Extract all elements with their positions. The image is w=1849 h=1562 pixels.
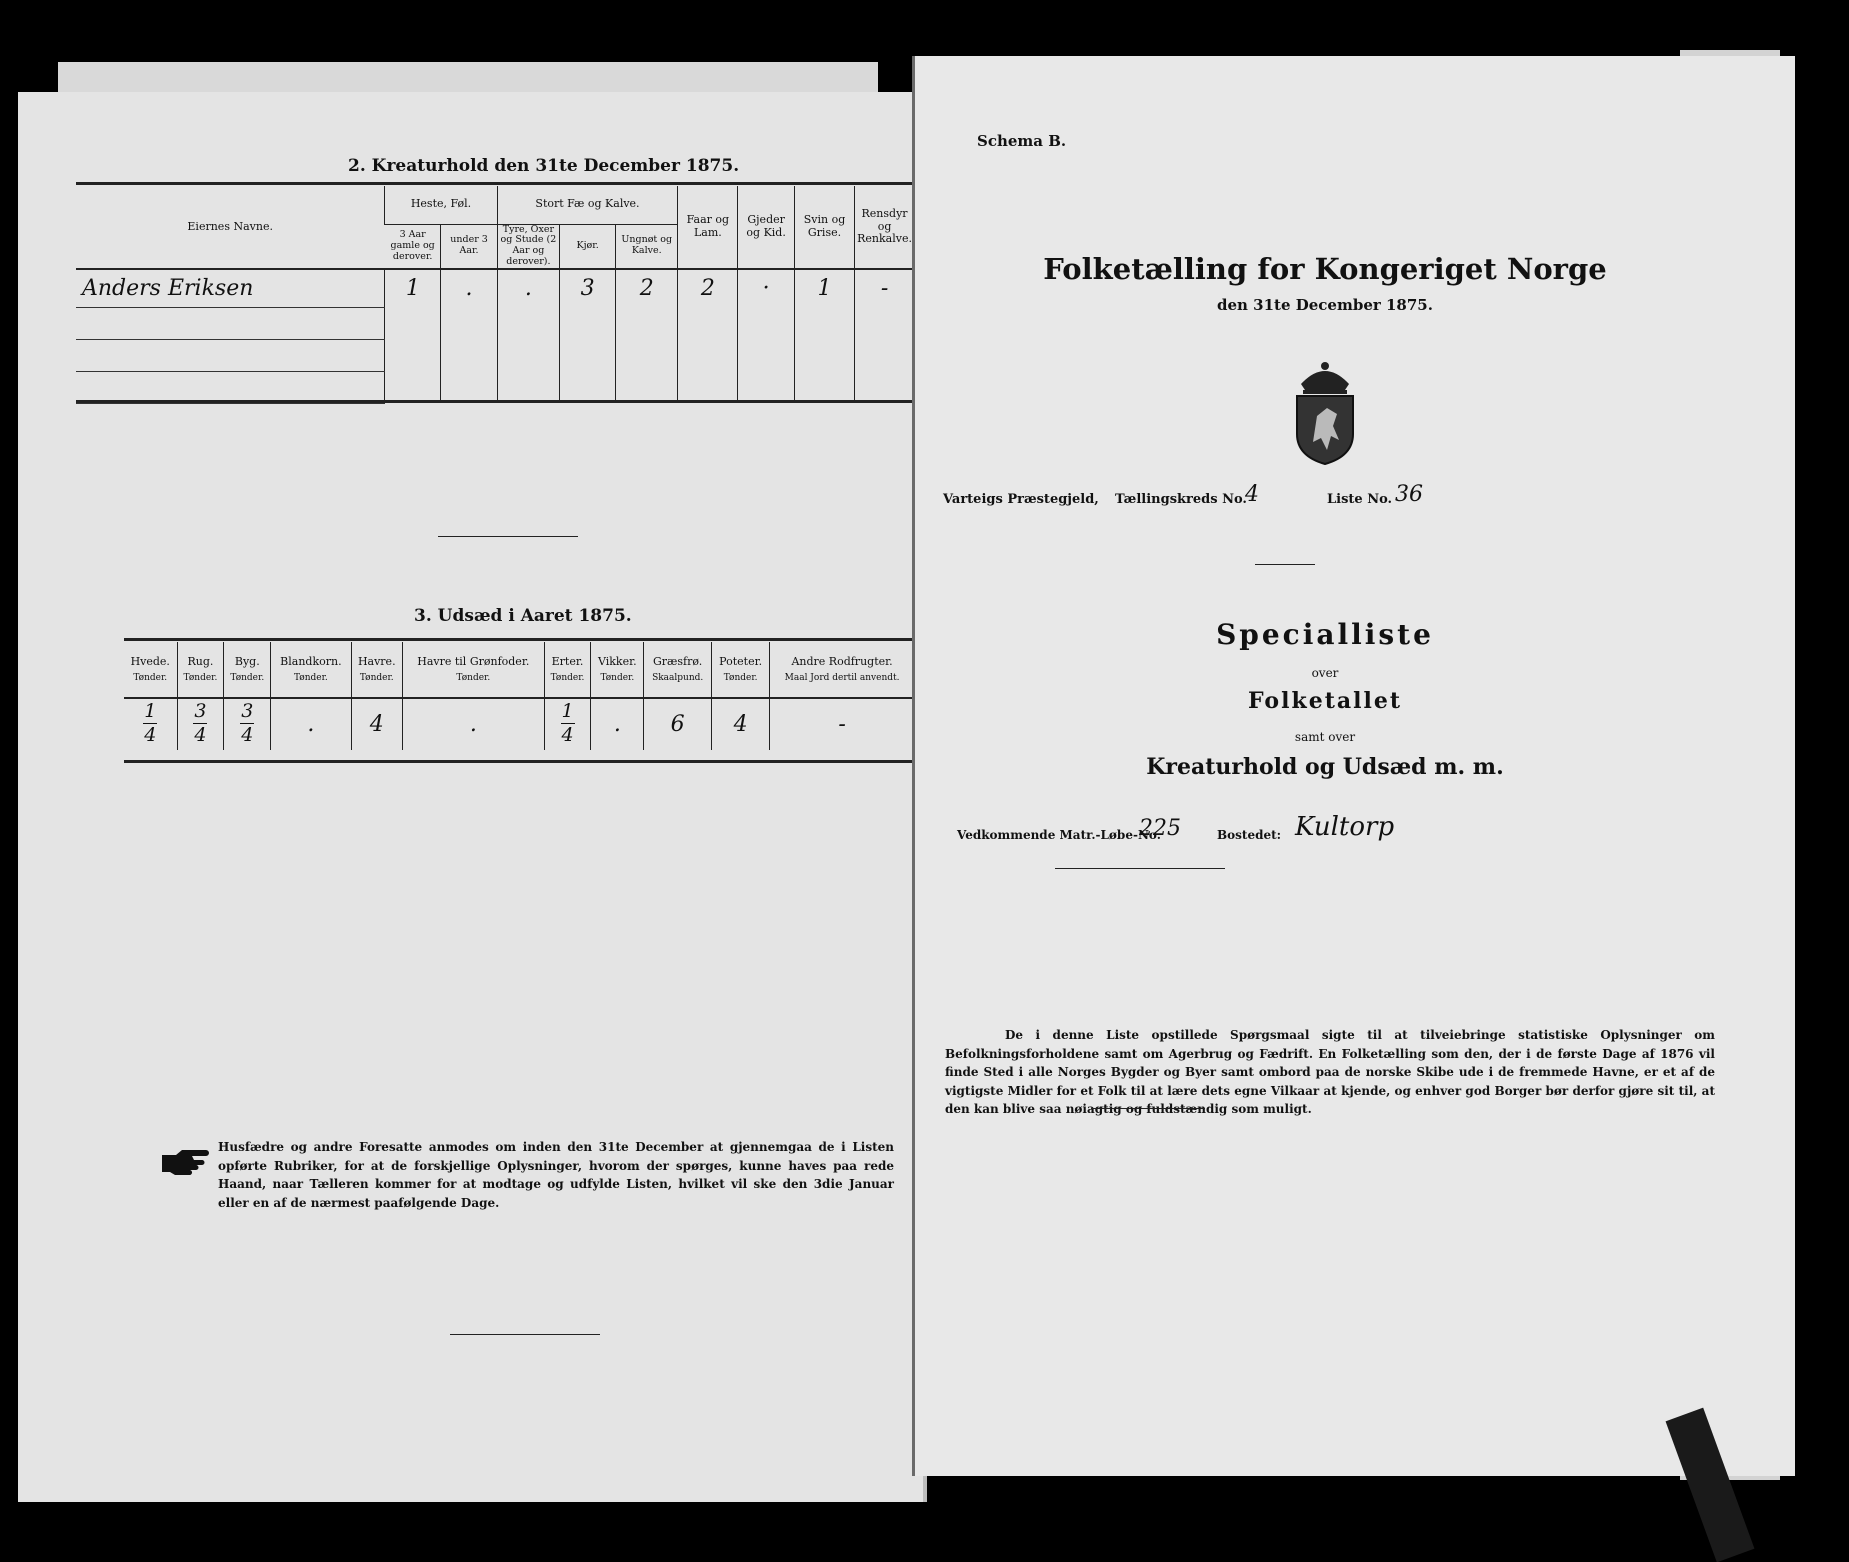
kreaturhold-title: Kreaturhold og Udsæd m. m. bbox=[1146, 754, 1504, 780]
schema-label: Schema B. bbox=[977, 132, 1067, 150]
goats-cell: · bbox=[738, 269, 795, 307]
sowing-header-1 bbox=[177, 642, 224, 698]
sowing-value-10: - bbox=[770, 698, 914, 750]
sowing-value-5: . bbox=[403, 698, 545, 750]
sowing-value-1: $\frac{3}{4}$ bbox=[177, 698, 224, 750]
sowing-header-unit: Tønder. bbox=[600, 672, 635, 683]
owner-cell: Anders Eriksen bbox=[76, 269, 385, 307]
sowing-header-name: Græsfrø. bbox=[653, 655, 703, 668]
matr-label: Vedkommende Matr.-Løbe-No. bbox=[957, 828, 1161, 842]
info-paragraph: De i denne Liste opstillede Spørgsmaal sigte til at tilveiebringe statistiske Oplysninger om Befolkningsforholdene samt om Agerbrug og Fædrift. En Folketælling som den, der i de første Dage af 1876 vil finde Sted i alle Norges Bygder og Byer samt ombord paa de norske Skibe ude i de fremmede Havne, er et af de vigtigste Midler for et Folk til at lære dets egne Vilkaar at kjende, og enhver god Borger bør derfor gjøre sit til, at den kan blive saa nøiagtig og fuldstændig som muligt. bbox=[945, 1028, 1715, 1117]
pigs-cell: 1 bbox=[794, 269, 854, 307]
page-stack-edge bbox=[58, 62, 878, 96]
sowing-header-name: Blandkorn. bbox=[280, 655, 342, 668]
sowing-header-unit: Maal Jord dertil anvendt. bbox=[784, 672, 900, 683]
liste-label: Liste No. bbox=[1327, 492, 1393, 507]
table-bottom-rule bbox=[76, 400, 914, 403]
sowing-header-unit: Tønder. bbox=[133, 672, 168, 683]
owner-header: Eiernes Navne. bbox=[187, 219, 273, 233]
sowing-header-unit: Tønder. bbox=[550, 672, 585, 683]
krets-label: Tællingskreds No. bbox=[1115, 492, 1247, 507]
sowing-header-6 bbox=[544, 642, 591, 698]
pointing-hand-icon bbox=[160, 1147, 212, 1175]
separator-rule bbox=[1055, 868, 1225, 869]
sowing-header-name: Vikker. bbox=[598, 655, 637, 668]
table-row bbox=[76, 307, 914, 339]
sowing-header-7 bbox=[591, 642, 644, 698]
goats-header: Gjeder og Kid. bbox=[738, 186, 795, 269]
cattle-header: Stort Fæ og Kalve. bbox=[497, 186, 678, 224]
reindeer-header: Rensdyr og Renkalve. bbox=[855, 186, 914, 269]
sowing-header-name: Rug. bbox=[187, 655, 214, 668]
sowing-header-unit: Tønder. bbox=[293, 672, 328, 683]
right-page bbox=[912, 56, 1795, 1476]
table-row bbox=[76, 269, 914, 307]
section2-title: 2. Kreaturhold den 31te December 1875. bbox=[348, 156, 740, 176]
matr-value: 225 bbox=[1139, 816, 1181, 841]
sowing-header-unit: Tønder. bbox=[723, 672, 758, 683]
sowing-value-3: . bbox=[271, 698, 351, 750]
sowing-header-9 bbox=[712, 642, 770, 698]
sowing-table bbox=[124, 642, 914, 750]
prestegjeld-label: Varteigs Præstegjeld, bbox=[943, 492, 1099, 507]
sowing-header-unit: Tønder. bbox=[230, 672, 265, 683]
folketallet-title: Folketallet bbox=[1248, 688, 1402, 714]
sowing-header-unit: Tønder. bbox=[456, 672, 491, 683]
sowing-value-2: $\frac{3}{4}$ bbox=[224, 698, 271, 750]
sowing-header-unit: Skaalpund. bbox=[652, 672, 704, 683]
horses-young-header: under 3 Aar. bbox=[441, 224, 497, 269]
separator-rule bbox=[438, 536, 578, 537]
sowing-header-name: Erter. bbox=[551, 655, 584, 668]
horses-old-cell: 1 bbox=[385, 269, 441, 307]
sowing-header-8 bbox=[644, 642, 712, 698]
sowing-header-10 bbox=[770, 642, 914, 698]
bostedet-label: Bostedet: bbox=[1217, 828, 1282, 842]
young-cattle-header: Ungnøt og Kalve. bbox=[616, 224, 678, 269]
sowing-header-name: Havre til Grønfoder. bbox=[417, 655, 530, 668]
oxen-header: Tyre, Oxer og Stude (2 Aar og derover). bbox=[497, 224, 560, 269]
sowing-value-4: 4 bbox=[351, 698, 403, 750]
sowing-value-6: $\frac{1}{4}$ bbox=[544, 698, 591, 750]
sowing-value-8: 6 bbox=[644, 698, 712, 750]
sowing-header-3 bbox=[271, 642, 351, 698]
table-row bbox=[76, 339, 914, 371]
livestock-table bbox=[76, 186, 914, 404]
specialliste-title: Specialliste bbox=[1216, 618, 1434, 651]
pigs-header: Svin og Grise. bbox=[794, 186, 854, 269]
sowing-value-9: 4 bbox=[712, 698, 770, 750]
sowing-header-5 bbox=[403, 642, 545, 698]
samt-over-label: samt over bbox=[1294, 730, 1356, 744]
section3-title: 3. Udsæd i Aaret 1875. bbox=[414, 606, 632, 626]
over-label: over bbox=[1311, 666, 1339, 680]
main-title: Folketælling for Kongeriget Norge bbox=[1043, 252, 1607, 286]
table-row bbox=[76, 371, 914, 403]
separator-rule bbox=[1255, 564, 1315, 565]
sowing-header-4 bbox=[351, 642, 403, 698]
sowing-header-unit: Tønder. bbox=[183, 672, 218, 683]
sowing-header-name: Hvede. bbox=[130, 655, 170, 668]
coat-of-arms-icon bbox=[1287, 356, 1363, 466]
sowing-header-name: Poteter. bbox=[719, 655, 763, 668]
bottom-rule bbox=[450, 1334, 600, 1335]
krets-value: 4 bbox=[1245, 482, 1259, 507]
cows-cell: 3 bbox=[560, 269, 616, 307]
sowing-header-0 bbox=[124, 642, 177, 698]
sowing-value-0: $\frac{1}{4}$ bbox=[144, 699, 157, 746]
young-cattle-cell: 2 bbox=[616, 269, 678, 307]
cows-header: Kjør. bbox=[560, 224, 616, 269]
bottom-rule bbox=[1091, 1108, 1205, 1109]
sheep-cell: 2 bbox=[678, 269, 738, 307]
table-row bbox=[124, 698, 914, 750]
left-page bbox=[18, 92, 927, 1502]
sowing-header-unit: Tønder. bbox=[359, 672, 394, 683]
bostedet-value: Kultorp bbox=[1295, 812, 1395, 842]
oxen-cell: . bbox=[497, 269, 560, 307]
table-top-rule bbox=[76, 182, 914, 185]
sowing-header-name: Andre Rodfrugter. bbox=[791, 655, 893, 668]
sowing-header-name: Byg. bbox=[234, 655, 260, 668]
liste-value: 36 bbox=[1395, 482, 1423, 507]
horses-young-cell: . bbox=[441, 269, 497, 307]
sowing-bottom-rule bbox=[124, 760, 914, 763]
sowing-value-7: . bbox=[591, 698, 644, 750]
horses-header: Heste, Føl. bbox=[385, 186, 497, 224]
main-subtitle: den 31te December 1875. bbox=[1217, 296, 1433, 314]
horses-old-header: 3 Aar gamle og derover. bbox=[385, 224, 441, 269]
footnote-text: Husfædre og andre Foresatte anmodes om inden den 31te December at gjennemgaa de i Listen opførte Rubriker, for at de forskjellige Oplysninger, hvorom der spørges, kunne haves paa rede Haand, naar Tælleren kommer for at modtage og udfylde Listen, hvilket vil ske den 3die Januar eller en af de nærmest paafølgende Dage. bbox=[218, 1140, 894, 1210]
reindeer-cell: - bbox=[855, 269, 914, 307]
sowing-top-rule bbox=[124, 638, 914, 641]
sheep-header: Faar og Lam. bbox=[678, 186, 738, 269]
sowing-header-name: Havre. bbox=[357, 655, 396, 668]
sowing-header-2 bbox=[224, 642, 271, 698]
